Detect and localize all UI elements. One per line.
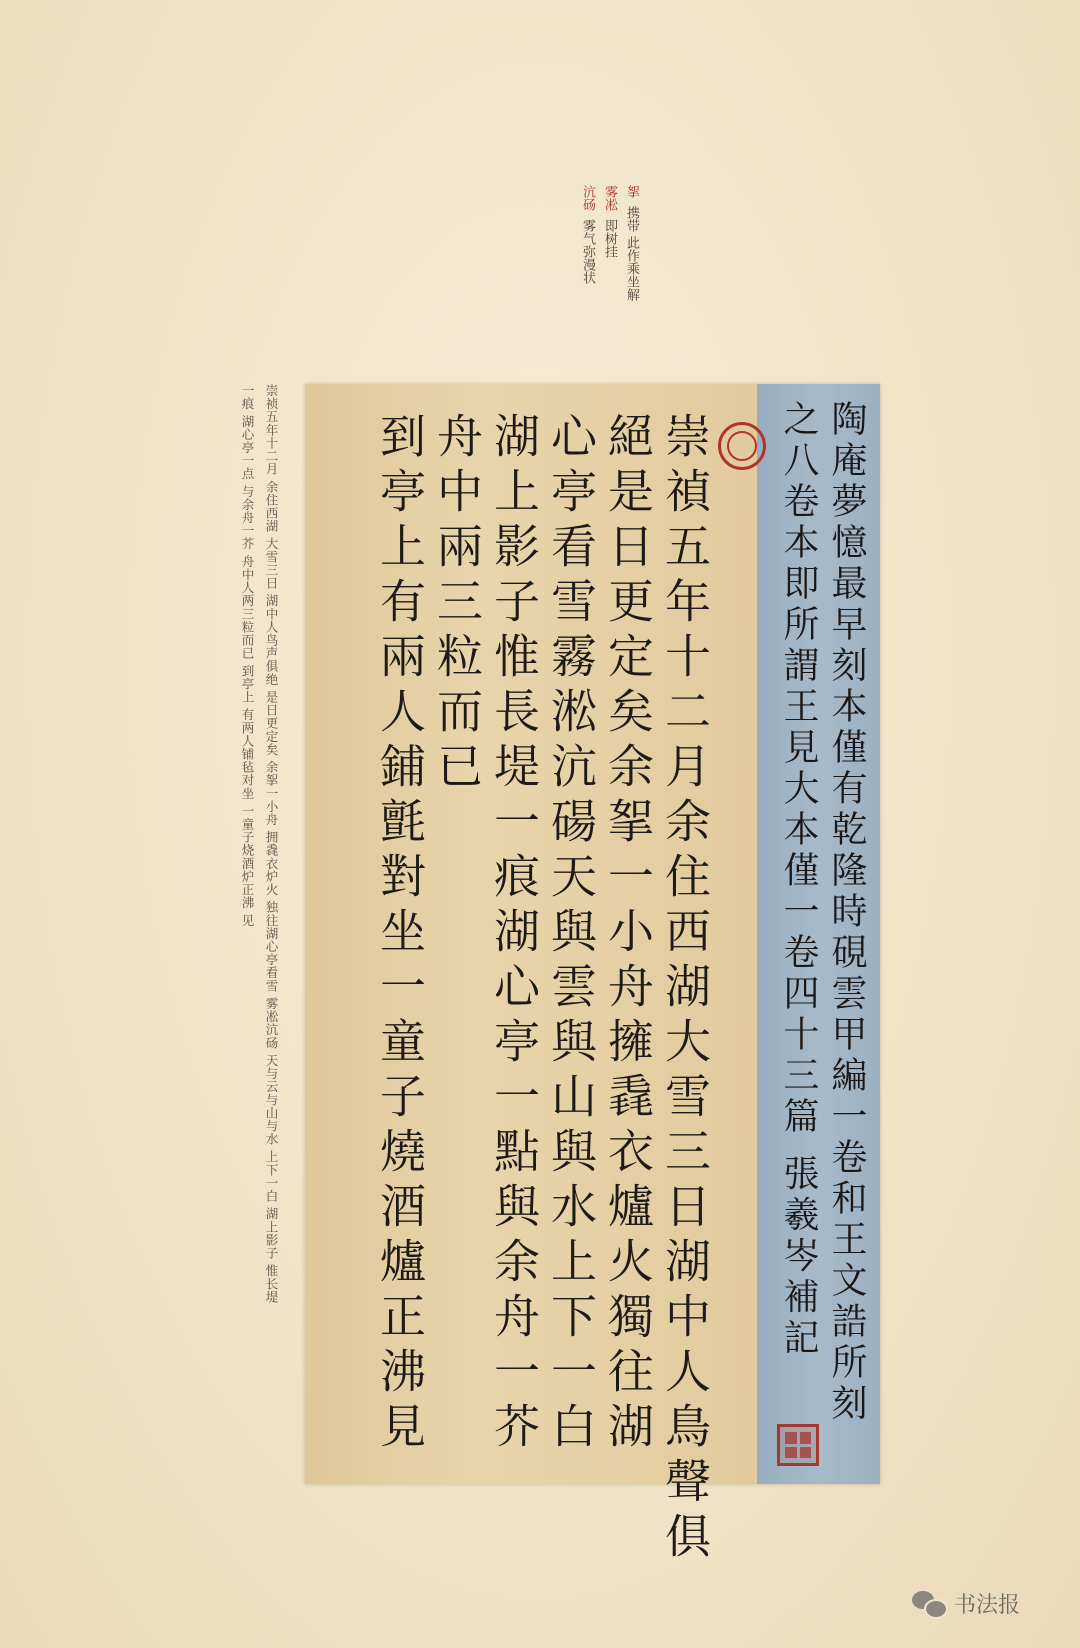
gloss-definition: 携带 此作乘坐解: [624, 206, 639, 302]
wechat-icon: [912, 1591, 946, 1617]
watermark: [912, 1588, 1020, 1619]
calligraphy-column-2: 絕是日更定矣余挐一小舟擁毳衣爐火獨往湖: [601, 412, 655, 1457]
calligraphy-column-3: 心亭看雪霧淞沆碭天與雲與山與水上下一白: [544, 412, 598, 1457]
caption-line-1: 崇祯五年十二月 余住西湖 大雪三日 湖中人鸟声俱绝 是日更定矣 余挐一小舟 拥毳衣炉火 独往湖心亭看雪 雾凇沆砀 天与云与山与水 上下一白 湖上影子 惟长堤: [264, 384, 279, 1304]
gloss-item-2: [600, 185, 619, 258]
gloss-term: 雾凇: [602, 185, 617, 211]
calligraphy-column-6: 到亭上有兩人鋪氈對坐一童子燒酒爐正沸見: [373, 412, 427, 1457]
square-seal-icon: [777, 1424, 819, 1466]
calligraphy-column-1: 崇禎五年十二月余住西湖大雪三日湖中人鳥聲俱: [658, 412, 712, 1567]
calligraphy-column-4: 湖上影子惟長堤一痕湖心亭一點與余舟一芥: [487, 412, 541, 1457]
gloss-term: 沆砀: [580, 185, 595, 211]
caption-line-2: 一痕 湖心亭一点 与余舟一芥 舟中人两三粒而已 到亭上 有两人铺毡对坐 一童子烧酒炉正沸 见: [240, 384, 255, 927]
gloss-item-3: [578, 185, 597, 284]
gloss-definition: 雾气弥漫状: [580, 219, 595, 284]
gloss-item-1: [622, 185, 641, 301]
colophon-column-2: 之八卷本即所謂王見大本僅一卷四十三篇 張羲岑補記: [778, 400, 819, 1360]
gloss-term: 挐: [624, 185, 639, 198]
gloss-definition: 即树挂: [602, 219, 617, 258]
colophon-column-1: 陶庵夢憶最早刻本僅有乾隆時硯雲甲編一卷和王文誥所刻: [826, 400, 867, 1425]
calligraphy-column-5: 舟中兩三粒而已: [430, 412, 484, 797]
watermark-text: 书法报: [954, 1593, 1021, 1618]
round-seal-icon: [718, 422, 766, 470]
